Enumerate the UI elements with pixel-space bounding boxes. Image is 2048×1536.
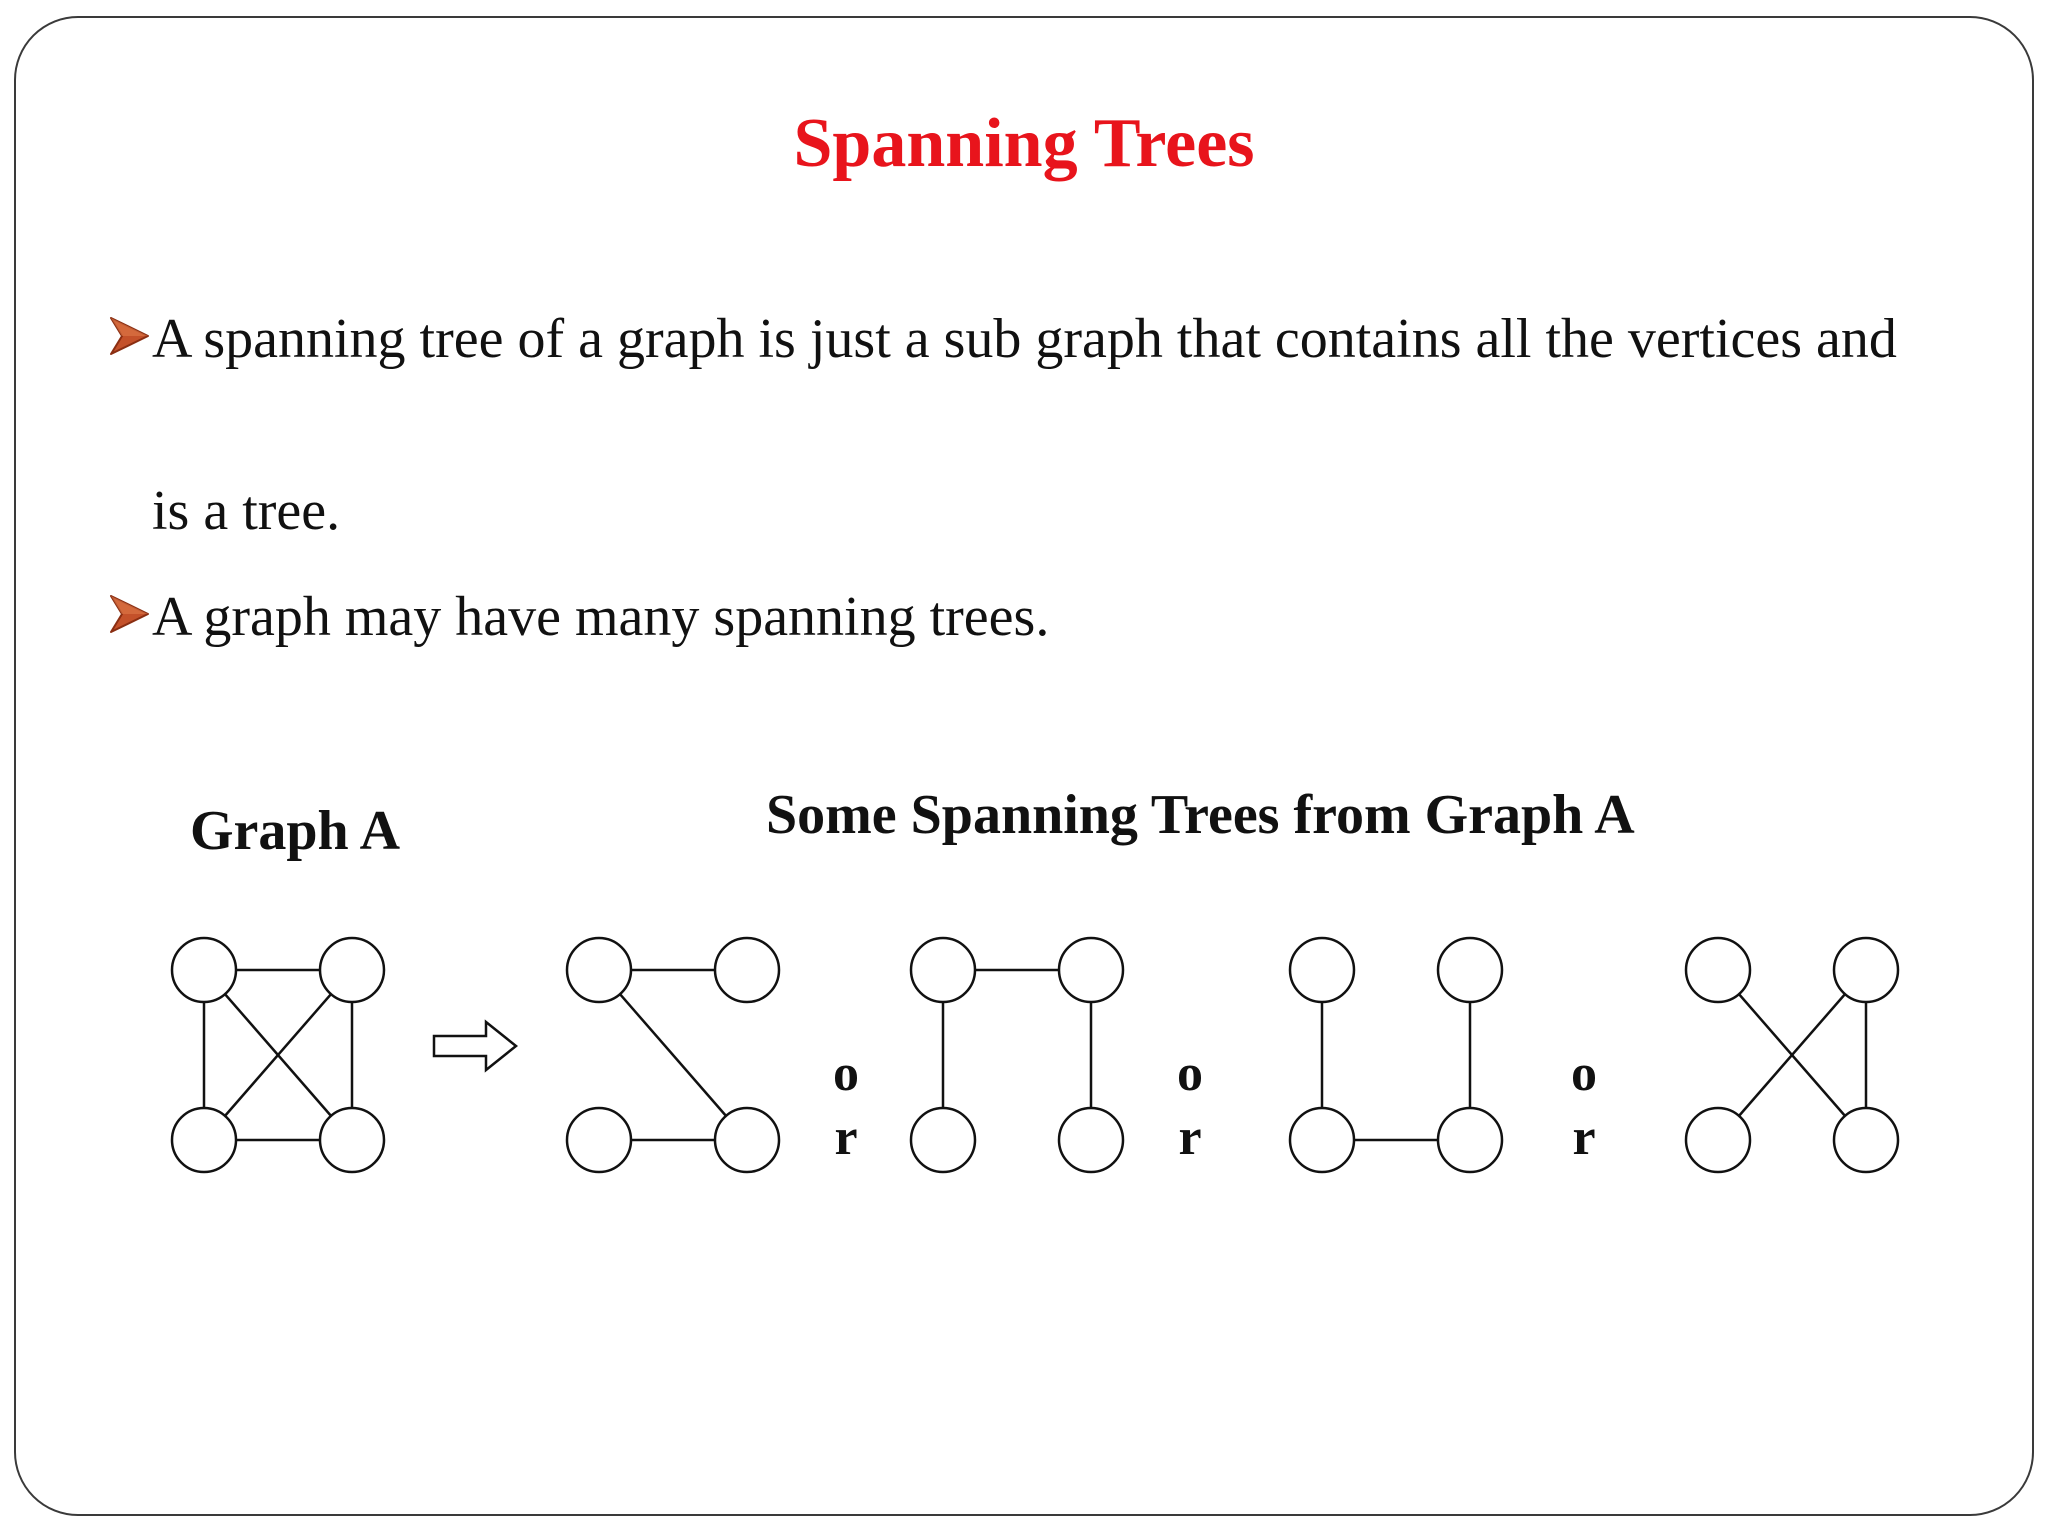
spanning-tree-1 [567,938,779,1172]
slide-title: Spanning Trees [793,105,1255,182]
graph-a-label: Graph A [190,800,401,862]
vertex-top-right [715,938,779,1002]
vertex-bottom-left [567,1108,631,1172]
vertex-top-right [1059,938,1123,1002]
vertex-bottom-right [320,1108,384,1172]
vertex-top-left [1686,938,1750,1002]
or-separator-2-top: o [1177,1045,1203,1102]
graph-a [172,938,384,1172]
vertex-top-left [911,938,975,1002]
graph-layer [172,938,1898,1172]
or-separator-1-top: o [833,1045,859,1102]
vertex-bottom-right [1059,1108,1123,1172]
bullet-text-1: A spanning tree of a graph is just a sub graph that contains all the vertices and [152,308,1897,370]
hollow-right-arrow-icon [434,1022,516,1070]
vertex-bottom-left [1290,1108,1354,1172]
or-separator-1-bottom: r [834,1109,858,1166]
vertex-top-left [172,938,236,1002]
edge-top-left-bottom-right [599,970,747,1140]
vertex-bottom-right [715,1108,779,1172]
vertex-top-right [320,938,384,1002]
vertex-top-left [1290,938,1354,1002]
vertex-bottom-left [911,1108,975,1172]
vertex-top-right [1438,938,1502,1002]
vertex-bottom-left [172,1108,236,1172]
spanning-tree-2 [911,938,1123,1172]
vertex-bottom-left [1686,1108,1750,1172]
vertex-bottom-right [1438,1108,1502,1172]
spanning-trees-label: Some Spanning Trees from Graph A [766,784,1635,846]
or-separator-2-bottom: r [1178,1109,1202,1166]
vertex-top-left [567,938,631,1002]
spanning-tree-3 [1290,938,1502,1172]
bullet-text-2: A graph may have many spanning trees. [152,586,1050,648]
spanning-tree-4 [1686,938,1898,1172]
or-separator-3-top: o [1571,1045,1597,1102]
or-separator-3-bottom: r [1572,1109,1596,1166]
bullet-text-1-continuation: is a tree. [152,480,341,542]
vertex-bottom-right [1834,1108,1898,1172]
vertex-top-right [1834,938,1898,1002]
